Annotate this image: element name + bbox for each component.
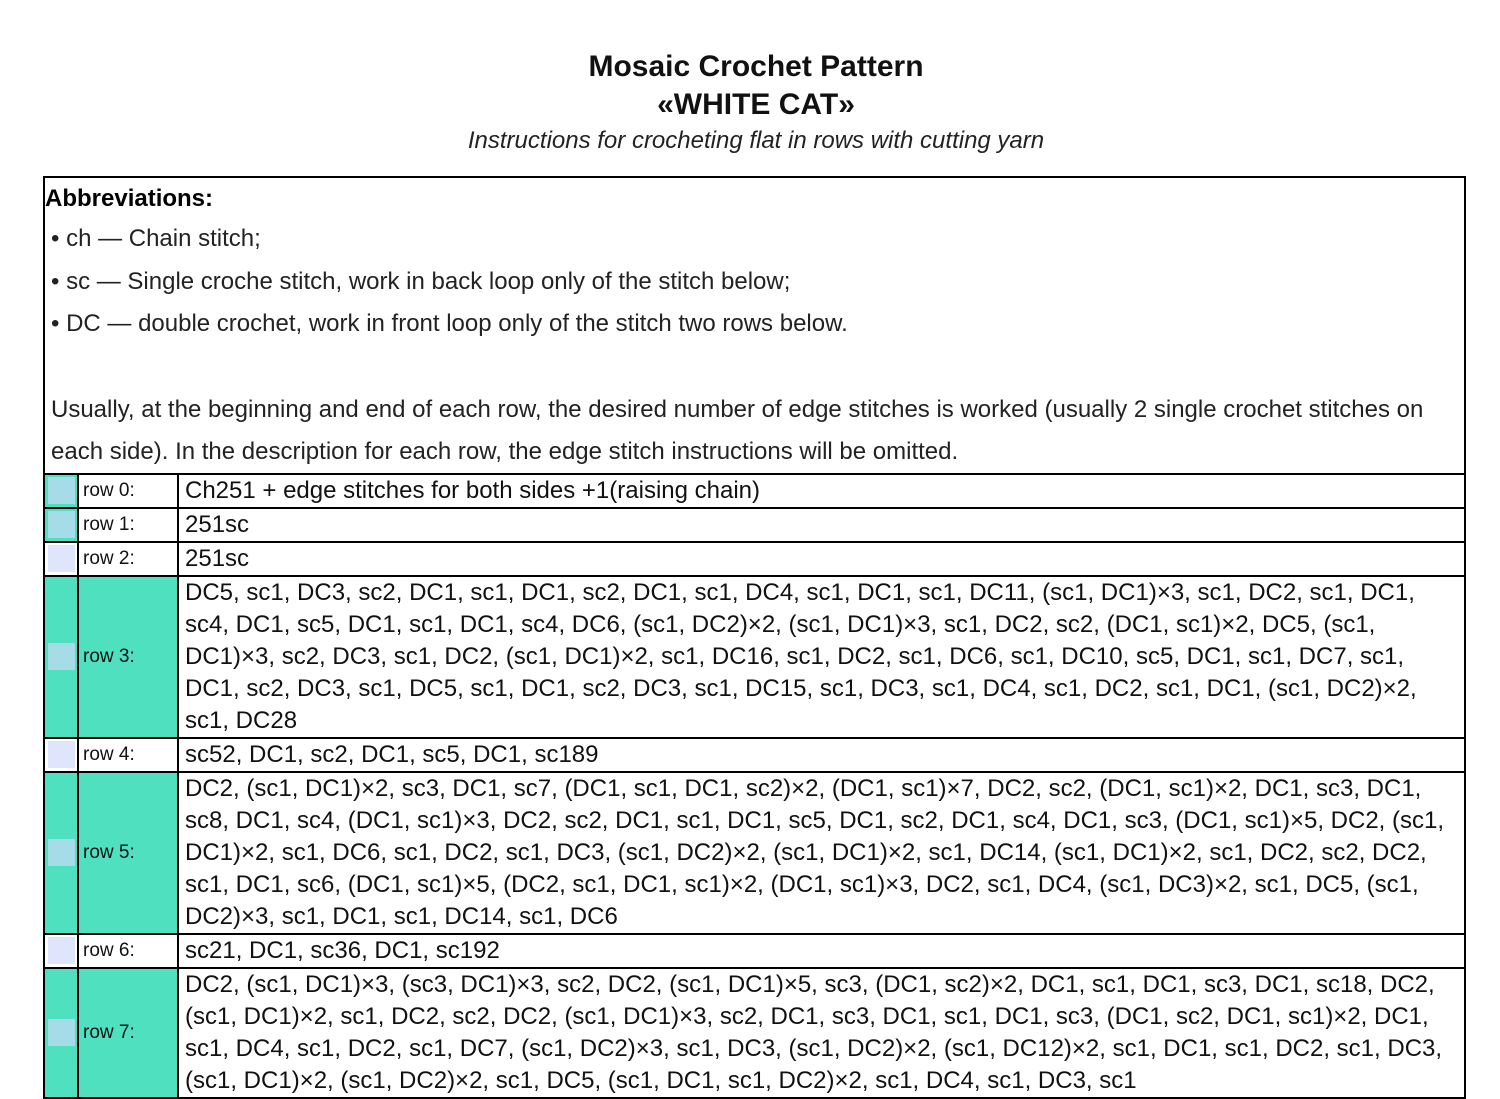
row-color-cell: [45, 772, 78, 934]
color-swatch: [48, 511, 75, 538]
document-header: [0, 48, 1500, 158]
table-row: [45, 576, 1464, 738]
row-label: row 1:: [78, 508, 178, 542]
color-swatch: [48, 643, 75, 670]
row-instructions: DC5, sc1, DC3, sc2, DC1, sc1, DC1, sc2, DC1, sc1, DC4, sc1, DC1, sc1, DC11, (sc1, DC1)×3, sc1, DC2, sc1, DC1, sc4, DC1, sc5, DC1, sc1, DC1, sc4, DC6, (sc1, DC2)×2, (sc1, DC1)×3, sc1, DC2, sc2, (DC1, sc1)×2, DC5, (sc1, DC1)×3, sc2, DC3, sc1, DC2, (sc1, DC1)×2, sc1, DC16, sc1, DC2, sc1, DC6, sc1, DC10, sc5, DC1, sc1, DC7, sc1, DC1, sc2, DC3, sc1, DC5, sc1, DC1, sc2, DC3, sc1, DC15, sc1, DC3, sc1, DC4, sc1, DC2, sc1, DC1, (sc1, DC2)×2, sc1, DC28: [178, 576, 1464, 738]
row-color-cell: [45, 474, 78, 508]
row-label: row 0:: [78, 474, 178, 508]
pattern-box: [43, 176, 1466, 1099]
table-row: [45, 508, 1464, 542]
abbreviation-sc: • sc — Single croche stitch, work in back loop only of the stitch below;: [51, 267, 791, 295]
row-color-cell: [45, 738, 78, 772]
row-instructions: DC2, (sc1, DC1)×3, (sc3, DC1)×3, sc2, DC2, (sc1, DC1)×5, sc3, (DC1, sc2)×2, DC1, sc1, DC1, sc3, DC1, sc18, DC2, (sc1, DC1)×2, sc1, DC2, sc2, DC2, (sc1, DC1)×3, sc2, DC1, sc3, DC1, sc1, DC1, sc3, (DC1, sc2, DC1, sc1)×2, DC1, sc1, DC4, sc1, DC2, sc1, DC7, (sc1, DC2)×3, sc1, DC3, (sc1, DC2)×2, (sc1, DC12)×2, sc1, DC1, sc1, DC2, sc1, DC3, (sc1, DC1)×2, (sc1, DC2)×2, sc1, DC5, (sc1, DC1, sc1, DC2)×2, sc1, DC4, sc1, DC3, sc1: [178, 968, 1464, 1098]
row-instructions: DC2, (sc1, DC1)×2, sc3, DC1, sc7, (DC1, sc1, DC1, sc2)×2, (DC1, sc1)×7, DC2, sc2, (DC1, sc1)×2, DC1, sc3, DC1, sc8, DC1, sc4, (DC1, sc1)×3, DC2, sc2, DC1, sc1, DC1, sc5, DC1, sc2, DC1, sc4, DC1, sc3, (DC1, sc1)×5, DC2, (sc1, DC1)×2, sc1, DC6, sc1, DC2, sc1, DC3, (sc1, DC2)×2, (sc1, DC1)×2, sc1, DC14, (sc1, DC1)×2, sc1, DC2, sc2, DC2, sc1, DC1, sc6, (DC1, sc1)×5, (DC2, sc1, DC1, sc1)×2, (DC1, sc1)×3, DC2, sc1, DC4, (sc1, DC3)×2, sc1, DC5, (sc1, DC2)×3, sc1, DC1, sc1, DC14, sc1, DC6: [178, 772, 1464, 934]
abbreviation-dc: • DC — double crochet, work in front loop only of the stitch two rows below.: [51, 310, 848, 337]
row-instructions: sc21, DC1, sc36, DC1, sc192: [178, 934, 1464, 968]
table-row: [45, 738, 1464, 772]
row-label: row 3:: [78, 576, 178, 738]
row-label: row 7:: [78, 968, 178, 1098]
color-swatch: [48, 1019, 75, 1046]
table-row: [45, 934, 1464, 968]
rows-table: [45, 473, 1464, 1099]
row-instructions: Ch251 + edge stitches for both sides +1(raising chain): [178, 474, 1464, 508]
color-swatch: [48, 545, 75, 572]
row-color-cell: [45, 968, 78, 1098]
table-row: [45, 968, 1464, 1098]
row-label: row 2:: [78, 542, 178, 576]
page-subtitle: Instructions for crocheting flat in rows with cutting yarn: [467, 127, 1045, 154]
row-instructions: 251sc: [178, 508, 1464, 542]
edge-stitch-note: Usually, at the beginning and end of each row, the desired number of edge stitches is worked (usually 2 single crochet stitches on each side). In the description for each row, the edge stitch instructions will be omitted.: [51, 395, 1424, 465]
table-row: [45, 542, 1464, 576]
color-swatch: [48, 937, 75, 964]
row-label: row 5:: [78, 772, 178, 934]
row-label: row 4:: [78, 738, 178, 772]
table-row: [45, 772, 1464, 934]
pattern-name: «WHITE CAT»: [657, 88, 855, 121]
row-color-cell: [45, 576, 78, 738]
abbreviation-ch: • ch — Chain stitch;: [51, 225, 261, 252]
row-instructions: 251sc: [178, 542, 1464, 576]
color-swatch: [48, 741, 75, 768]
abbreviations-section: [45, 178, 1464, 473]
row-color-cell: [45, 508, 78, 542]
row-color-cell: [45, 542, 78, 576]
row-instructions: sc52, DC1, sc2, DC1, sc5, DC1, sc189: [178, 738, 1464, 772]
page-title: Mosaic Crochet Pattern: [588, 50, 924, 83]
row-label: row 6:: [78, 934, 178, 968]
row-color-cell: [45, 934, 78, 968]
table-row: [45, 474, 1464, 508]
color-swatch: [48, 477, 75, 504]
abbreviations-heading: Abbreviations:: [45, 185, 214, 212]
color-swatch: [48, 839, 75, 866]
